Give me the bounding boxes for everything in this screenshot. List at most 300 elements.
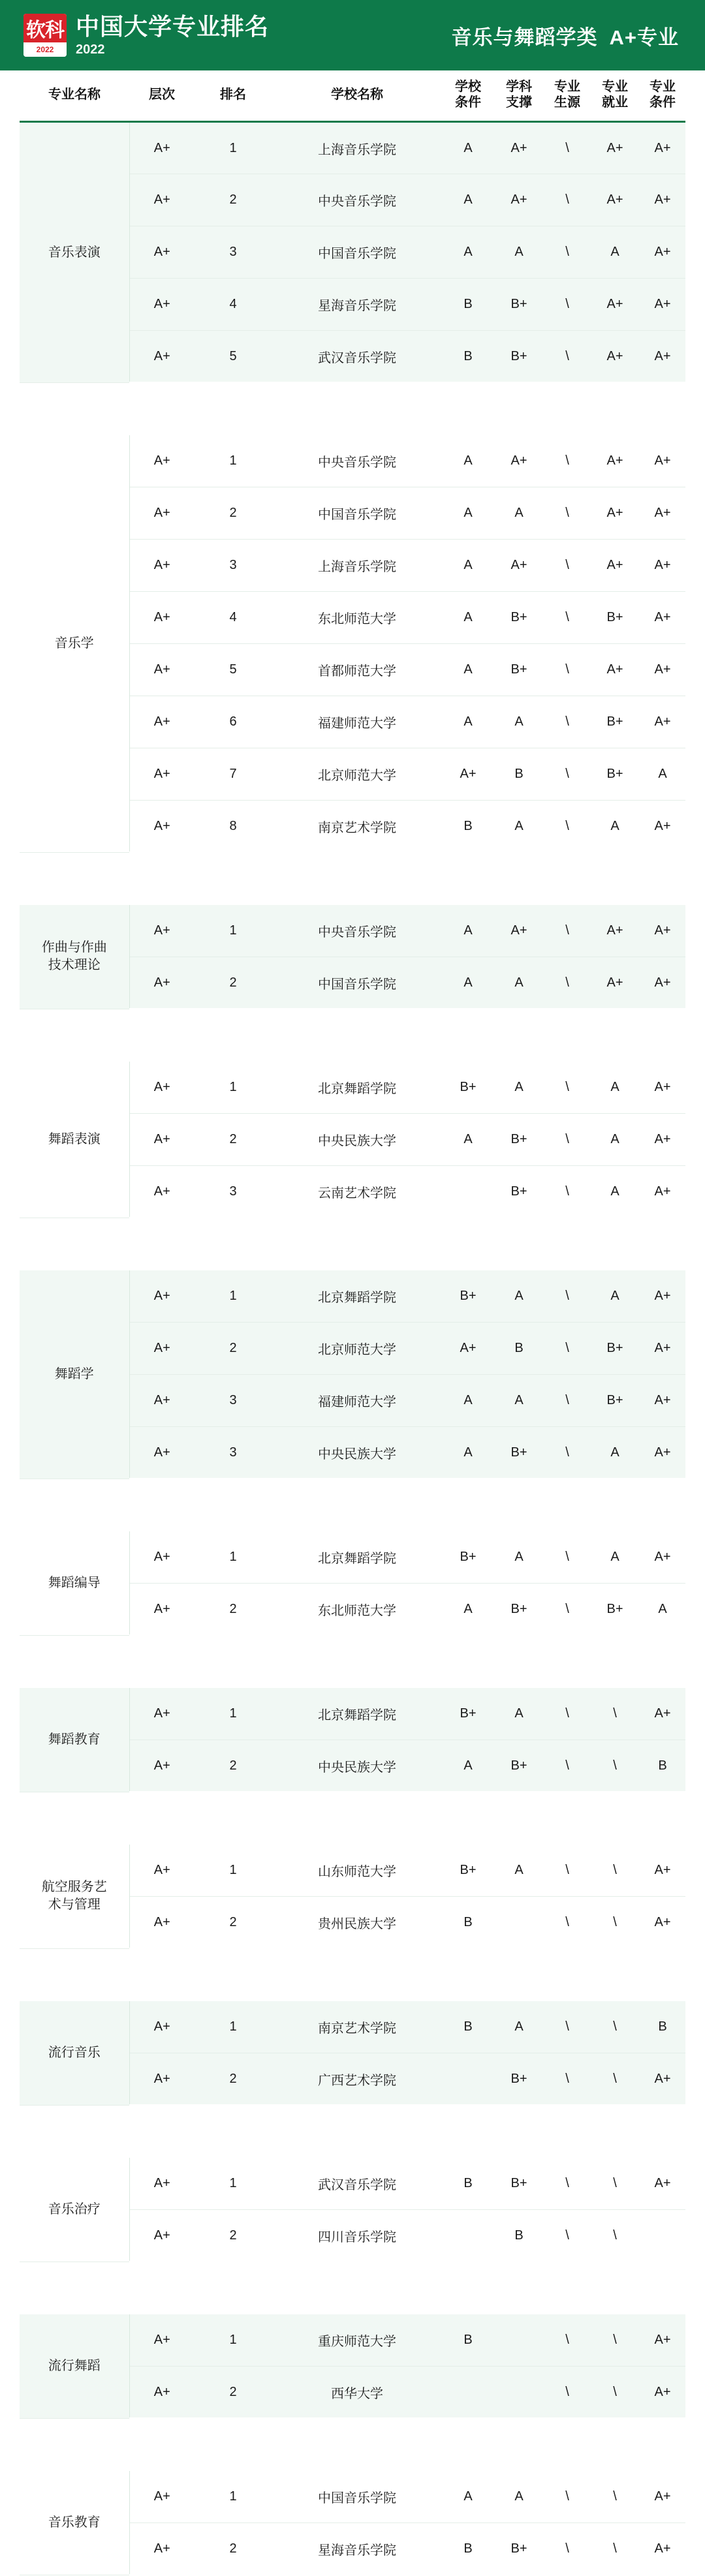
major-condition-cell: B: [640, 1740, 685, 1792]
school-name-cell: 北京师范大学: [272, 748, 443, 801]
rank-cell: 5: [195, 644, 272, 696]
employment-cell: A: [590, 1062, 640, 1114]
employment-cell: B+: [590, 748, 640, 801]
school-name-cell: 中国音乐学院: [272, 226, 443, 279]
school-condition-cell: A: [443, 487, 494, 540]
school-condition-cell: A: [443, 592, 494, 644]
discipline-support-cell: B+: [494, 1427, 544, 1479]
level-cell: A+: [129, 279, 195, 331]
table-head: [20, 70, 685, 122]
school-name-cell: 西华大学: [272, 2367, 443, 2419]
rank-cell: 3: [195, 1166, 272, 1218]
school-name-cell: 中国音乐学院: [272, 487, 443, 540]
major-condition-cell: A+: [640, 2523, 685, 2575]
rank-cell: 3: [195, 540, 272, 592]
school-name-cell: 中国音乐学院: [272, 2471, 443, 2523]
discipline-support-cell: A: [494, 226, 544, 279]
group-separator: [20, 2106, 685, 2158]
major-condition-cell: A+: [640, 905, 685, 957]
student-source-cell: \: [544, 957, 590, 1009]
school-condition-cell: A: [443, 905, 494, 957]
level-cell: A+: [129, 1062, 195, 1114]
major-condition-cell: B: [640, 2001, 685, 2053]
employment-cell: A: [590, 1531, 640, 1584]
level-cell: A+: [129, 487, 195, 540]
level-cell: A+: [129, 644, 195, 696]
student-source-cell: \: [544, 1270, 590, 1323]
table-row: [20, 435, 685, 487]
table-row: [20, 2001, 685, 2053]
discipline-support-cell: B+: [494, 1584, 544, 1636]
employment-cell: A+: [590, 279, 640, 331]
employment-cell: A+: [590, 905, 640, 957]
school-name-cell: 中央音乐学院: [272, 435, 443, 487]
school-condition-cell: A: [443, 540, 494, 592]
student-source-cell: \: [544, 279, 590, 331]
level-cell: A+: [129, 1166, 195, 1218]
school-name-cell: 南京艺术学院: [272, 801, 443, 853]
student-source-cell: \: [544, 748, 590, 801]
col-header-major-condition: 专业 条件: [640, 70, 685, 122]
ranking-table-wrap: [0, 70, 705, 2576]
discipline-support-cell: A: [494, 2471, 544, 2523]
level-cell: A+: [129, 905, 195, 957]
employment-cell: B+: [590, 592, 640, 644]
school-name-cell: 上海音乐学院: [272, 122, 443, 174]
major-name-cell: 音乐教育: [20, 2471, 129, 2575]
major-condition-cell: A+: [640, 2053, 685, 2106]
rank-cell: 4: [195, 592, 272, 644]
level-cell: A+: [129, 1427, 195, 1479]
school-condition-cell: B+: [443, 1062, 494, 1114]
rank-cell: 1: [195, 1688, 272, 1740]
employment-cell: B+: [590, 696, 640, 748]
major-name-cell: 音乐学: [20, 435, 129, 853]
brand-logo: [24, 13, 269, 57]
school-condition-cell: B: [443, 2001, 494, 2053]
major-name-cell: 舞蹈学: [20, 1270, 129, 1479]
major-condition-cell: A+: [640, 957, 685, 1009]
school-name-cell: 广西艺术学院: [272, 2053, 443, 2106]
employment-cell: A+: [590, 122, 640, 174]
rank-cell: 1: [195, 1531, 272, 1584]
major-condition-cell: A+: [640, 435, 685, 487]
school-name-cell: 云南艺术学院: [272, 1166, 443, 1218]
major-condition-cell: A+: [640, 487, 685, 540]
student-source-cell: \: [544, 1845, 590, 1897]
major-condition-cell: A+: [640, 1531, 685, 1584]
student-source-cell: \: [544, 331, 590, 383]
level-cell: A+: [129, 1740, 195, 1792]
major-condition-cell: A+: [640, 1897, 685, 1949]
rank-cell: 2: [195, 1897, 272, 1949]
student-source-cell: \: [544, 1062, 590, 1114]
discipline-support-cell: [494, 1897, 544, 1949]
employment-cell: \: [590, 2314, 640, 2367]
level-cell: A+: [129, 2367, 195, 2419]
level-cell: A+: [129, 2001, 195, 2053]
major-condition-cell: A: [640, 1584, 685, 1636]
group-separator: [20, 2262, 685, 2314]
employment-cell: \: [590, 2523, 640, 2575]
employment-cell: \: [590, 1897, 640, 1949]
school-condition-cell: A: [443, 435, 494, 487]
header-category-block: [452, 0, 680, 70]
rank-cell: 1: [195, 905, 272, 957]
school-condition-cell: A: [443, 174, 494, 226]
col-header-employment: 专业 就业: [590, 70, 640, 122]
school-name-cell: 首都师范大学: [272, 644, 443, 696]
discipline-support-cell: A+: [494, 540, 544, 592]
major-name-cell: 流行音乐: [20, 2001, 129, 2106]
student-source-cell: \: [544, 644, 590, 696]
school-name-cell: 中央民族大学: [272, 1740, 443, 1792]
rank-cell: 1: [195, 2314, 272, 2367]
employment-cell: A+: [590, 174, 640, 226]
level-cell: A+: [129, 696, 195, 748]
employment-cell: A+: [590, 957, 640, 1009]
major-name-cell: 流行舞蹈: [20, 2314, 129, 2419]
school-condition-cell: B+: [443, 1531, 494, 1584]
rank-cell: 1: [195, 1845, 272, 1897]
discipline-support-cell: A: [494, 957, 544, 1009]
table-body: [20, 122, 685, 2575]
page-header: [0, 0, 705, 70]
rank-cell: 5: [195, 331, 272, 383]
student-source-cell: \: [544, 1688, 590, 1740]
employment-cell: A: [590, 1114, 640, 1166]
table-row: [20, 1062, 685, 1114]
student-source-cell: \: [544, 540, 590, 592]
employment-cell: \: [590, 2367, 640, 2419]
major-name-cell: 音乐表演: [20, 122, 129, 383]
student-source-cell: \: [544, 2367, 590, 2419]
level-cell: A+: [129, 540, 195, 592]
table-row: [20, 1531, 685, 1584]
school-condition-cell: [443, 2210, 494, 2262]
school-name-cell: 武汉音乐学院: [272, 331, 443, 383]
major-condition-cell: A+: [640, 2471, 685, 2523]
school-condition-cell: B: [443, 279, 494, 331]
discipline-support-cell: [494, 2314, 544, 2367]
discipline-support-cell: B+: [494, 2523, 544, 2575]
student-source-cell: \: [544, 122, 590, 174]
discipline-support-cell: A: [494, 1688, 544, 1740]
col-header-major: 专业名称: [20, 70, 129, 122]
school-condition-cell: B+: [443, 1270, 494, 1323]
group-separator: [20, 2419, 685, 2471]
employment-cell: A: [590, 226, 640, 279]
employment-cell: A+: [590, 331, 640, 383]
group-separator: [20, 1949, 685, 2001]
school-condition-cell: [443, 2053, 494, 2106]
school-condition-cell: A: [443, 1427, 494, 1479]
major-condition-cell: A+: [640, 540, 685, 592]
discipline-support-cell: A: [494, 1845, 544, 1897]
level-cell: A+: [129, 1845, 195, 1897]
student-source-cell: \: [544, 1114, 590, 1166]
major-condition-cell: A+: [640, 174, 685, 226]
discipline-support-cell: B+: [494, 279, 544, 331]
school-name-cell: 星海音乐学院: [272, 279, 443, 331]
school-name-cell: 北京舞蹈学院: [272, 1270, 443, 1323]
group-separator: [20, 1479, 685, 1531]
header-row: [20, 70, 685, 122]
school-name-cell: 贵州民族大学: [272, 1897, 443, 1949]
major-condition-cell: A+: [640, 122, 685, 174]
student-source-cell: \: [544, 174, 590, 226]
student-source-cell: \: [544, 1427, 590, 1479]
employment-cell: A+: [590, 540, 640, 592]
school-condition-cell: A: [443, 696, 494, 748]
level-cell: A+: [129, 122, 195, 174]
discipline-support-cell: A: [494, 1375, 544, 1427]
school-name-cell: 南京艺术学院: [272, 2001, 443, 2053]
rank-cell: 8: [195, 801, 272, 853]
school-condition-cell: A: [443, 1375, 494, 1427]
student-source-cell: \: [544, 2158, 590, 2210]
level-cell: A+: [129, 1270, 195, 1323]
student-source-cell: \: [544, 2523, 590, 2575]
discipline-support-cell: B+: [494, 2158, 544, 2210]
rank-cell: 2: [195, 1584, 272, 1636]
table-row: [20, 122, 685, 174]
discipline-support-cell: B: [494, 2210, 544, 2262]
table-row: [20, 2471, 685, 2523]
discipline-support-cell: A+: [494, 435, 544, 487]
employment-cell: B+: [590, 1584, 640, 1636]
major-name-cell: 舞蹈表演: [20, 1062, 129, 1218]
level-cell: A+: [129, 1323, 195, 1375]
rank-cell: 1: [195, 122, 272, 174]
group-separator: [20, 1218, 685, 1270]
school-condition-cell: B: [443, 1897, 494, 1949]
logo-mark-bottom-text: 2022: [24, 42, 67, 57]
level-cell: A+: [129, 2314, 195, 2367]
school-condition-cell: A+: [443, 748, 494, 801]
col-header-school: 学校名称: [272, 70, 443, 122]
table-row: [20, 2158, 685, 2210]
level-cell: A+: [129, 1375, 195, 1427]
level-cell: A+: [129, 801, 195, 853]
employment-cell: \: [590, 2210, 640, 2262]
rank-cell: 1: [195, 1062, 272, 1114]
major-condition-cell: A+: [640, 2367, 685, 2419]
school-condition-cell: B+: [443, 1845, 494, 1897]
employment-cell: A: [590, 1166, 640, 1218]
discipline-support-cell: B+: [494, 644, 544, 696]
rank-cell: 1: [195, 2471, 272, 2523]
major-name-cell: 作曲与作曲 技术理论: [20, 905, 129, 1009]
level-cell: A+: [129, 435, 195, 487]
major-condition-cell: A+: [640, 592, 685, 644]
major-condition-cell: A+: [640, 1323, 685, 1375]
rank-cell: 2: [195, 174, 272, 226]
category-label: 音乐与舞蹈学类: [451, 25, 598, 49]
employment-cell: A+: [590, 644, 640, 696]
softscience-logo-icon: [24, 14, 67, 57]
major-condition-cell: A: [640, 748, 685, 801]
discipline-support-cell: B+: [494, 592, 544, 644]
level-cell: A+: [129, 2158, 195, 2210]
school-name-cell: 中央音乐学院: [272, 174, 443, 226]
school-condition-cell: A: [443, 226, 494, 279]
school-condition-cell: B: [443, 801, 494, 853]
major-condition-cell: A+: [640, 2314, 685, 2367]
rank-cell: 2: [195, 1323, 272, 1375]
level-cell: A+: [129, 2523, 195, 2575]
major-name-cell: 音乐治疗: [20, 2158, 129, 2262]
employment-cell: A: [590, 801, 640, 853]
discipline-support-cell: B+: [494, 2053, 544, 2106]
rank-cell: 2: [195, 1740, 272, 1792]
student-source-cell: \: [544, 1531, 590, 1584]
discipline-support-cell: [494, 2367, 544, 2419]
school-name-cell: 东北师范大学: [272, 1584, 443, 1636]
school-condition-cell: A+: [443, 1323, 494, 1375]
major-condition-cell: A+: [640, 801, 685, 853]
school-name-cell: 福建师范大学: [272, 696, 443, 748]
student-source-cell: \: [544, 2053, 590, 2106]
school-condition-cell: A: [443, 1584, 494, 1636]
school-condition-cell: B: [443, 2314, 494, 2367]
discipline-support-cell: B+: [494, 1740, 544, 1792]
major-name-cell: 舞蹈编导: [20, 1531, 129, 1636]
rank-cell: 1: [195, 1270, 272, 1323]
employment-cell: A+: [590, 435, 640, 487]
discipline-support-cell: A: [494, 1270, 544, 1323]
school-condition-cell: A: [443, 1740, 494, 1792]
major-name-cell: 航空服务艺 术与管理: [20, 1845, 129, 1949]
discipline-support-cell: B: [494, 748, 544, 801]
discipline-support-cell: A+: [494, 122, 544, 174]
school-name-cell: 上海音乐学院: [272, 540, 443, 592]
rank-cell: 2: [195, 2053, 272, 2106]
school-name-cell: 中国音乐学院: [272, 957, 443, 1009]
discipline-support-cell: B+: [494, 1114, 544, 1166]
group-separator: [20, 383, 685, 435]
rank-cell: 2: [195, 1114, 272, 1166]
rank-cell: 3: [195, 1375, 272, 1427]
level-cell: A+: [129, 2053, 195, 2106]
major-name-cell: 舞蹈教育: [20, 1688, 129, 1792]
level-cell: A+: [129, 1584, 195, 1636]
school-condition-cell: B: [443, 2523, 494, 2575]
rank-cell: 2: [195, 957, 272, 1009]
school-name-cell: 四川音乐学院: [272, 2210, 443, 2262]
student-source-cell: \: [544, 801, 590, 853]
level-cell: A+: [129, 2471, 195, 2523]
major-condition-cell: A+: [640, 1270, 685, 1323]
employment-cell: \: [590, 1688, 640, 1740]
employment-cell: \: [590, 2053, 640, 2106]
school-condition-cell: [443, 2367, 494, 2419]
school-name-cell: 东北师范大学: [272, 592, 443, 644]
employment-cell: \: [590, 1740, 640, 1792]
table-row: [20, 1270, 685, 1323]
table-row: [20, 1845, 685, 1897]
rank-cell: 6: [195, 696, 272, 748]
discipline-support-cell: B: [494, 1323, 544, 1375]
major-condition-cell: A+: [640, 1062, 685, 1114]
student-source-cell: \: [544, 2210, 590, 2262]
major-condition-cell: A+: [640, 644, 685, 696]
school-condition-cell: A: [443, 957, 494, 1009]
school-condition-cell: A: [443, 122, 494, 174]
rank-cell: 4: [195, 279, 272, 331]
rank-cell: 7: [195, 748, 272, 801]
group-separator: [20, 1792, 685, 1845]
student-source-cell: \: [544, 1584, 590, 1636]
school-name-cell: 北京舞蹈学院: [272, 1531, 443, 1584]
student-source-cell: \: [544, 592, 590, 644]
employment-cell: \: [590, 1845, 640, 1897]
brand-title-block: [76, 13, 269, 57]
school-name-cell: 星海音乐学院: [272, 2523, 443, 2575]
level-cell: A+: [129, 592, 195, 644]
level-cell: A+: [129, 1114, 195, 1166]
student-source-cell: \: [544, 487, 590, 540]
page-title: 中国大学专业排名: [76, 13, 270, 40]
school-condition-cell: B: [443, 331, 494, 383]
rank-cell: 2: [195, 2210, 272, 2262]
level-cell: A+: [129, 1531, 195, 1584]
group-separator: [20, 1636, 685, 1688]
discipline-support-cell: A: [494, 801, 544, 853]
col-header-discipline-support: 学科 支撑: [494, 70, 544, 122]
student-source-cell: \: [544, 435, 590, 487]
employment-cell: \: [590, 2471, 640, 2523]
student-source-cell: \: [544, 1897, 590, 1949]
level-cell: A+: [129, 1688, 195, 1740]
rank-cell: 2: [195, 2523, 272, 2575]
school-name-cell: 北京舞蹈学院: [272, 1688, 443, 1740]
student-source-cell: \: [544, 1166, 590, 1218]
major-condition-cell: A+: [640, 1427, 685, 1479]
col-header-student-source: 专业 生源: [544, 70, 590, 122]
col-header-school-condition: 学校 条件: [443, 70, 494, 122]
rank-cell: 1: [195, 2001, 272, 2053]
level-cell: A+: [129, 331, 195, 383]
discipline-support-cell: A: [494, 1062, 544, 1114]
student-source-cell: \: [544, 696, 590, 748]
employment-cell: A: [590, 1427, 640, 1479]
school-name-cell: 中央音乐学院: [272, 905, 443, 957]
page-year: 2022: [76, 42, 105, 57]
col-header-rank: 排名: [195, 70, 272, 122]
rank-cell: 1: [195, 2158, 272, 2210]
employment-cell: A+: [590, 487, 640, 540]
discipline-support-cell: A+: [494, 174, 544, 226]
level-badge: A+专业: [609, 25, 679, 49]
school-name-cell: 武汉音乐学院: [272, 2158, 443, 2210]
level-cell: A+: [129, 957, 195, 1009]
employment-cell: B+: [590, 1323, 640, 1375]
rank-cell: 3: [195, 1427, 272, 1479]
discipline-support-cell: A: [494, 696, 544, 748]
student-source-cell: \: [544, 1740, 590, 1792]
employment-cell: A: [590, 1270, 640, 1323]
table-row: [20, 1688, 685, 1740]
major-condition-cell: A+: [640, 331, 685, 383]
discipline-support-cell: A+: [494, 905, 544, 957]
school-name-cell: 山东师范大学: [272, 1845, 443, 1897]
rank-cell: 2: [195, 2367, 272, 2419]
rank-cell: 3: [195, 226, 272, 279]
school-name-cell: 福建师范大学: [272, 1375, 443, 1427]
discipline-support-cell: A: [494, 487, 544, 540]
level-cell: A+: [129, 174, 195, 226]
